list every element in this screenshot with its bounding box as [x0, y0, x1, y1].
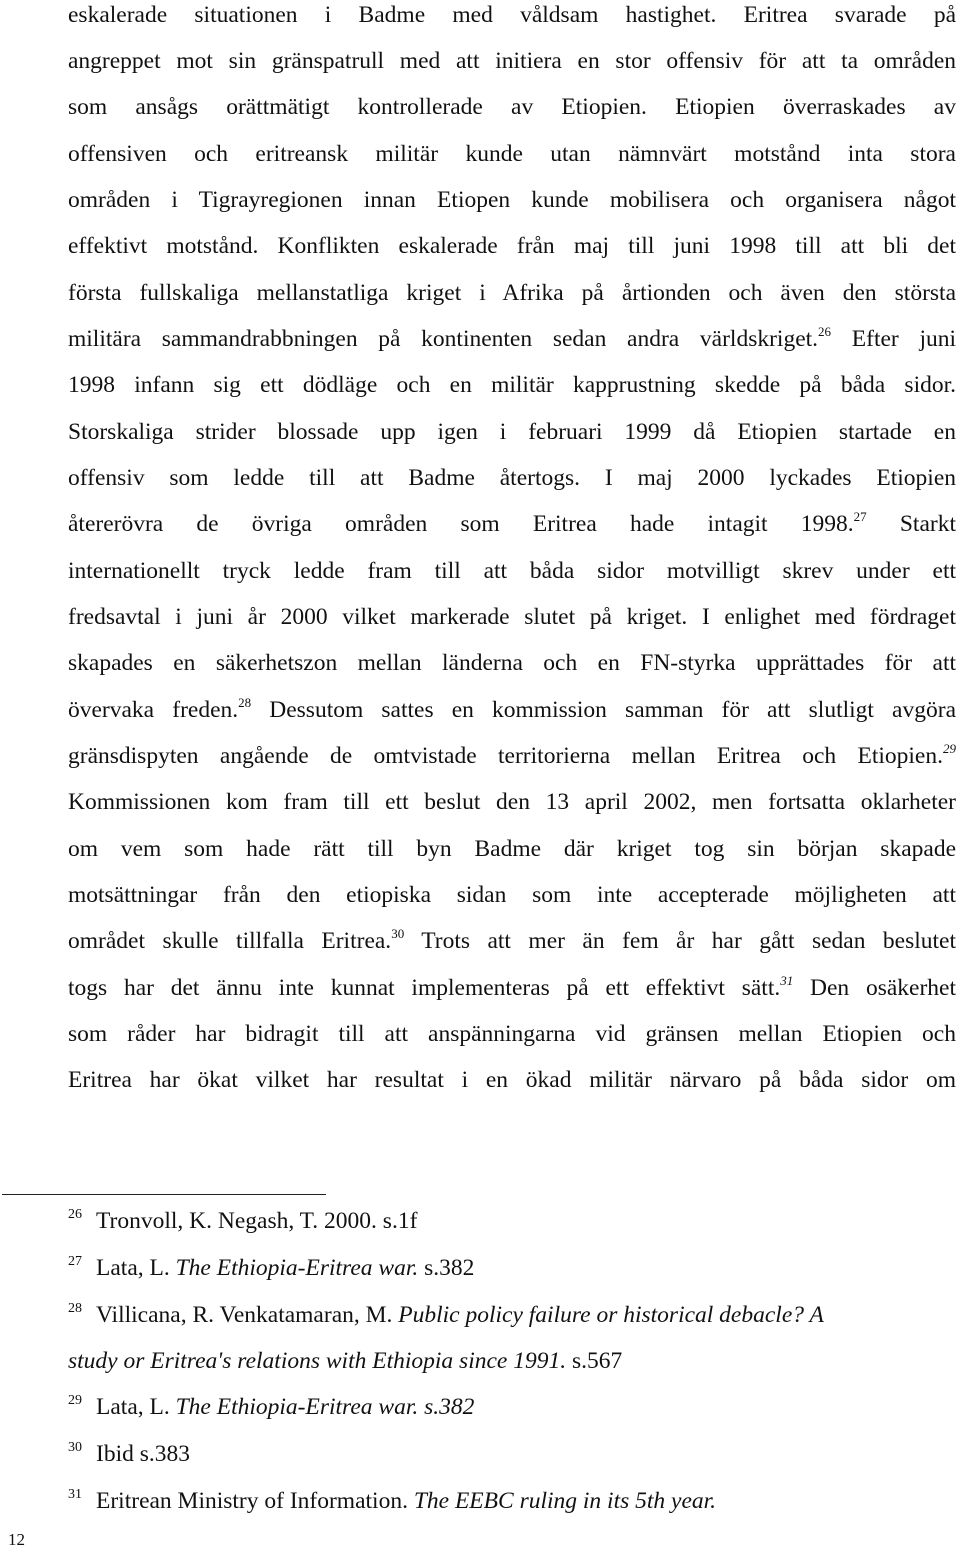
body-line-5: områden i Tigrayregionen innan Etiopen kunde mobilisera och organisera något [68, 187, 956, 213]
body-line-22-tail: Den osäkerhet [810, 975, 956, 1001]
body-line-22 [68, 973, 956, 1006]
body-line-12 [68, 509, 956, 542]
body-line-20: motsättningar från den etiopiska sidan som inte accepterade möjligheten att [68, 882, 956, 908]
footnote-29 [68, 1392, 474, 1426]
body-line-8-text: militära sammandrabbningen på kontinenten sedan andra världskriget. [68, 326, 819, 352]
body-line-1: eskalerade situationen i Badme med våldsam hastighet. Eritrea svarade på [68, 2, 956, 28]
body-line-14: fredsavtal i juni år 2000 vilket markerade slutet på kriget. I enlighet med fördraget [68, 604, 956, 630]
footnote-27 [68, 1253, 474, 1287]
body-line-21 [68, 926, 956, 959]
footnote-title: Public policy failure or historical debacle? A [398, 1302, 824, 1328]
body-line-16 [68, 695, 956, 728]
footnote-30 [68, 1439, 190, 1473]
footnote-28-continued [68, 1346, 622, 1376]
body-line-11: offensiv som ledde till att Badme återtogs. I maj 2000 lyckades Etiopien [68, 465, 956, 491]
footnote-text: Lata, L. [96, 1394, 176, 1420]
footnote-ref-30[interactable]: 30 [391, 926, 405, 941]
footnote-text: Eritrean Ministry of Information. [96, 1488, 414, 1514]
footnote-number: 29 [68, 1393, 82, 1408]
footnote-title: The Ethiopia-Eritrea war. [175, 1255, 419, 1281]
footnote-number: 30 [68, 1440, 82, 1455]
footnote-ref-27[interactable]: 27 [853, 509, 867, 524]
footnote-title: The Ethiopia-Eritrea war. s.382 [175, 1394, 475, 1420]
footnote-text: Ibid s.383 [96, 1441, 190, 1467]
body-line-4: offensiven och eritreansk militär kunde utan nämnvärt motstånd inta stora [68, 141, 956, 167]
body-line-6: effektivt motstånd. Konflikten eskalerade från maj till juni 1998 till att bli det [68, 233, 956, 259]
footnote-separator [2, 1194, 326, 1195]
body-line-16-tail: Dessutom sattes en kommission samman för att slutligt avgöra [269, 697, 956, 723]
body-line-10: Storskaliga strider blossade upp igen i februari 1999 då Etiopien startade en [68, 419, 956, 445]
body-line-21-text: området skulle tillfalla Eritrea. [68, 928, 392, 954]
body-line-15: skapades en säkerhetszon mellan länderna och en FN-styrka upprättades för att [68, 650, 956, 676]
footnote-number: 27 [68, 1254, 82, 1269]
footnote-text: Tronvoll, K. Negash, T. 2000. s.1f [96, 1208, 418, 1234]
footnote-title: The EEBC ruling in its 5th year. [413, 1488, 717, 1514]
body-line-8-tail: Efter juni [851, 326, 956, 352]
footnote-ref-29[interactable]: 29 [943, 741, 956, 756]
body-line-3: som ansågs orättmätigt kontrollerade av Etiopien. Etiopien överraskades av [68, 94, 956, 120]
body-line-21-tail: Trots att mer än fem år har gått sedan beslutet [421, 928, 957, 954]
footnote-page: s.567 [566, 1348, 623, 1374]
footnote-title: study or Eritrea's relations with Ethiopia since 1991. [68, 1348, 567, 1374]
body-line-17-text: gränsdispyten angående de omtvistade territorierna mellan Eritrea och Etiopien. [68, 743, 943, 769]
footnote-ref-26[interactable]: 26 [818, 324, 832, 339]
body-line-12-text: återerövra de övriga områden som Eritrea hade intagit 1998. [68, 511, 854, 537]
footnote-26 [68, 1206, 417, 1240]
footnote-ref-31[interactable]: 31 [780, 973, 794, 988]
body-line-13: internationellt tryck ledde fram till att båda sidor motvilligt skrev under ett [68, 558, 956, 584]
body-line-18: Kommissionen kom fram till ett beslut den 13 april 2002, men fortsatta oklarheter [68, 789, 956, 815]
footnote-text: Villicana, R. Venkatamaran, M. [96, 1302, 399, 1328]
footnote-31 [68, 1486, 716, 1520]
footnote-text: Lata, L. [96, 1255, 176, 1281]
footnote-number: 31 [68, 1487, 82, 1502]
page-number: 12 [8, 1530, 25, 1549]
body-line-12-tail: Starkt [899, 511, 956, 537]
body-line-7: första fullskaliga mellanstatliga kriget i Afrika på årtionden och även den största [68, 280, 956, 306]
footnote-page: s.382 [418, 1255, 475, 1281]
footnote-ref-28[interactable]: 28 [238, 695, 252, 710]
body-line-24: Eritrea har ökat vilket har resultat i en ökad militär närvaro på båda sidor om [68, 1067, 956, 1093]
body-line-22-text: togs har det ännu inte kunnat implementeras på ett effektivt sätt. [68, 975, 781, 1001]
body-line-2: angreppet mot sin gränspatrull med att initiera en stor offensiv för att ta områden [68, 48, 956, 74]
body-line-23: som råder har bidragit till att anspänningarna vid gränsen mellan Etiopien och [68, 1021, 956, 1047]
footnote-number: 28 [68, 1301, 82, 1316]
footnote-number: 26 [68, 1207, 82, 1222]
body-line-9: 1998 infann sig ett dödläge och en militär kapprustning skedde på båda sidor. [68, 372, 956, 398]
footnote-28 [68, 1300, 824, 1334]
body-line-19: om vem som hade rätt till byn Badme där kriget tog sin början skapade [68, 836, 956, 862]
body-line-16-text: övervaka freden. [68, 697, 239, 723]
body-line-8 [68, 324, 956, 357]
body-line-17 [68, 741, 956, 774]
